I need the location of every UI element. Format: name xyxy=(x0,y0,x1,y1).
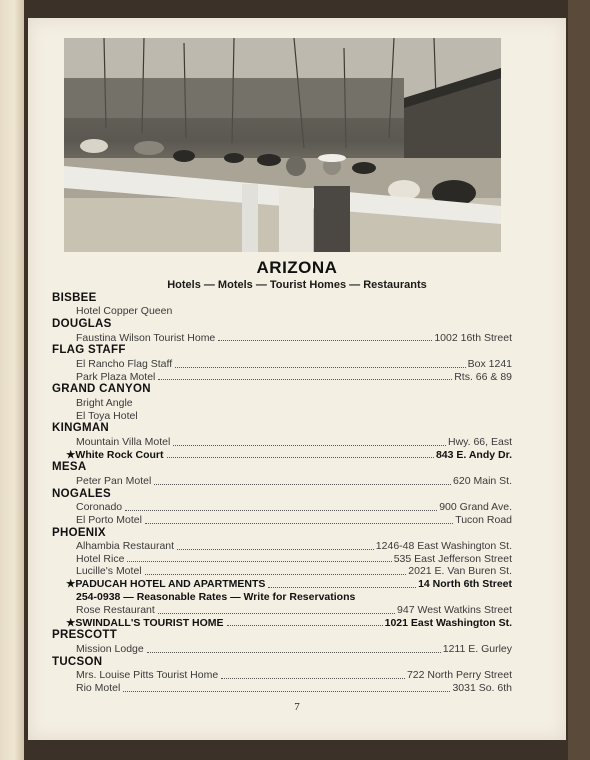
listing-entry xyxy=(76,669,512,682)
business-name: El Rancho Flag Staff xyxy=(76,357,173,370)
business-address: Rts. 66 & 89 xyxy=(454,370,512,383)
listing-entry xyxy=(76,565,512,578)
book-cover-edge xyxy=(568,0,590,760)
business-address: Box 1241 xyxy=(467,357,512,370)
ranch-photograph xyxy=(64,38,501,252)
listing-entry xyxy=(76,305,512,318)
listing-entry xyxy=(76,371,512,384)
dot-leader xyxy=(147,651,441,653)
business-address: 2021 E. Van Buren St. xyxy=(408,565,512,578)
listing-entry xyxy=(66,578,512,591)
listing-entry xyxy=(76,682,512,695)
business-address: 14 North 6th Street xyxy=(418,578,512,591)
dot-leader xyxy=(127,560,391,562)
business-address: 3031 So. 6th xyxy=(452,681,512,694)
business-name: Peter Pan Motel xyxy=(76,474,152,487)
business-address: 900 Grand Ave. xyxy=(439,500,512,513)
business-address: 535 East Jefferson Street xyxy=(393,552,512,565)
business-name: Coronado xyxy=(76,500,123,513)
business-address: 1246-48 East Washington St. xyxy=(375,539,512,552)
city-heading: GRAND CANYON xyxy=(52,383,151,396)
dot-leader xyxy=(227,624,383,626)
dot-leader xyxy=(221,677,405,679)
business-name: El Toya Hotel xyxy=(76,409,138,422)
listing-entry xyxy=(76,436,512,449)
city-heading: PRESCOTT xyxy=(52,629,118,642)
state-title: ARIZONA xyxy=(256,258,338,277)
business-name: Mission Lodge xyxy=(76,642,144,655)
page-number: 7 xyxy=(294,701,300,713)
business-name: Mountain Villa Motel xyxy=(76,435,171,448)
directory-listing xyxy=(52,292,512,695)
listing-entry xyxy=(66,449,512,462)
business-address: 1002 16th Street xyxy=(434,331,512,344)
dot-leader xyxy=(125,509,437,511)
business-name: El Porto Motel xyxy=(76,513,142,526)
listing-entry xyxy=(76,358,512,371)
dot-leader xyxy=(218,339,432,341)
business-name: Hotel Rice xyxy=(76,552,125,565)
dot-leader xyxy=(145,522,453,524)
adjacent-page-edge xyxy=(0,0,24,760)
business-name: ★PADUCAH HOTEL AND APARTMENTS xyxy=(66,578,266,591)
business-address: 620 Main St. xyxy=(453,474,512,487)
listing-categories: Hotels — Motels — Tourist Homes — Restaurants xyxy=(167,279,427,291)
city-heading: DOUGLAS xyxy=(52,318,112,331)
dot-leader xyxy=(158,612,395,614)
business-address: 1211 E. Gurley xyxy=(442,642,512,655)
listing-entry xyxy=(66,617,512,630)
city-heading: NOGALES xyxy=(52,487,111,500)
city-heading: BISBEE xyxy=(52,292,97,304)
listing-entry xyxy=(76,540,512,553)
business-name: Hotel Copper Queen xyxy=(76,305,173,318)
listing-entry xyxy=(76,475,512,488)
listing-entry xyxy=(76,514,512,527)
dot-leader xyxy=(173,444,446,446)
business-name: Lucille's Motel xyxy=(76,565,142,578)
business-address: Tucon Road xyxy=(455,513,512,526)
city-heading: TUCSON xyxy=(52,655,103,668)
city-heading: PHOENIX xyxy=(52,526,106,539)
book-page xyxy=(28,18,566,740)
dot-leader xyxy=(175,366,466,368)
city-heading: MESA xyxy=(52,461,87,474)
business-name: Alhambia Restaurant xyxy=(76,539,175,552)
listing-entry xyxy=(76,332,512,345)
business-address: 1021 East Washington St. xyxy=(384,616,512,629)
city-heading: KINGMAN xyxy=(52,422,110,435)
business-name: ★White Rock Court xyxy=(66,448,164,461)
dot-leader xyxy=(145,573,407,575)
ranch-photo-drawing xyxy=(64,38,501,252)
dot-leader xyxy=(167,456,434,458)
listing-entry xyxy=(76,397,512,410)
business-name: ★SWINDALL'S TOURIST HOME xyxy=(66,616,224,629)
listing-entry xyxy=(76,643,512,656)
dot-leader xyxy=(177,548,374,550)
listing-note: 254-0938 — Reasonable Rates — Write for Reservations xyxy=(76,591,356,604)
business-address: 722 North Perry Street xyxy=(406,669,512,682)
dot-leader xyxy=(154,483,451,485)
listing-entry xyxy=(76,501,512,514)
business-name: Rose Restaurant xyxy=(76,603,155,616)
business-name: Bright Angle xyxy=(76,396,133,409)
business-name: Park Plaza Motel xyxy=(76,370,156,383)
business-address: 843 E. Andy Dr. xyxy=(435,448,512,461)
city-heading: FLAG STAFF xyxy=(52,344,126,357)
listing-entry xyxy=(76,604,512,617)
listing-entry xyxy=(76,410,512,423)
dot-leader xyxy=(123,690,450,692)
dot-leader xyxy=(158,378,452,380)
business-address: 947 West Watkins Street xyxy=(397,603,512,616)
listing-entry xyxy=(76,553,512,566)
business-name: Rio Motel xyxy=(76,681,121,694)
business-name: Mrs. Louise Pitts Tourist Home xyxy=(76,669,219,682)
dot-leader xyxy=(268,586,416,588)
business-name: Faustina Wilson Tourist Home xyxy=(76,331,216,344)
business-address: Hwy. 66, East xyxy=(448,435,512,448)
